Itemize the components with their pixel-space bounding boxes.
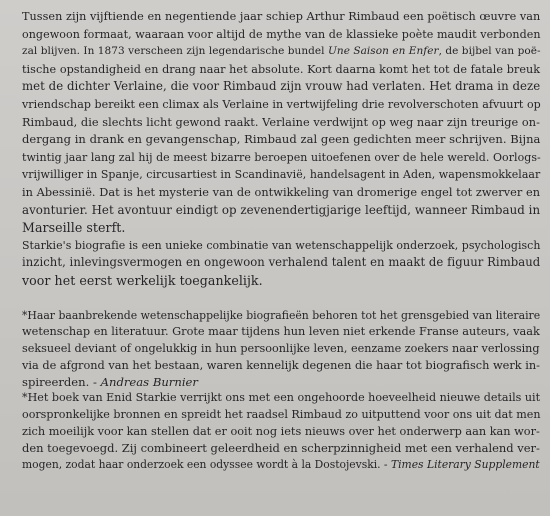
text-run: ongewoon formaat, waaraan voor altijd de mythe van de klassieke poète maudit verbonden (22, 27, 541, 41)
italic-title: Andreas Burnier (100, 374, 198, 389)
text-run: wetenschap en literatuur. Grote maar tijdens hun leven niet erkende Franse auteurs, vaak (22, 325, 540, 339)
text-run: , de bijbel van poë- (438, 45, 541, 58)
text-run: oorspronkelijke bronnen en spreidt het raadsel Rimbaud zo uitputtend voor ons uit dat men (22, 408, 541, 422)
text-run: mogen, zodat haar onderzoek een odyssee wordt à la Dostojevski. - (22, 457, 391, 471)
text-run: Rimbaud, die slechts licht gewond raakt. Verlaine verdwijnt op weg naar zijn treurige on- (22, 115, 540, 129)
text-run: spireerden. - (22, 374, 101, 389)
text-line (22, 131, 540, 149)
text-line (22, 424, 540, 441)
italic-title: Une Saison en Enfer (327, 45, 439, 58)
text-line (22, 272, 540, 290)
text-line (22, 407, 540, 424)
text-line (22, 219, 540, 237)
text-run: inzicht, inlevingsvermogen en ongewoon verhalend talent en maakt de figuur Rimbaud (22, 255, 541, 270)
text-run: tische opstandigheid en drang naar het absolute. Kort daarna komt het tot de fatale breuk (22, 62, 541, 76)
text-line (22, 184, 540, 202)
text-run: in Abessinië. Dat is het mysterie van de ontwikkeling van dromerige engel tot zwerver en (22, 185, 541, 199)
text-run: voor het eerst werkelijk toegankelijk. (22, 272, 263, 288)
text-run: avonturier. Het avontuur eindigt op zevenendertigjarige leeftijd, wanneer Rimbaud in (22, 202, 541, 217)
text-run: Tussen zijn vijftiende en negentiende jaar schiep Arthur Rimbaud een poëtisch œuvre van (22, 10, 541, 23)
section-spacer (22, 290, 540, 308)
text-run: vrijwilliger in Spanje, circusartiest in Scandinavië, handelsagent in Aden, wapensmokkelaar (22, 168, 541, 182)
text-line (22, 390, 540, 407)
text-line (22, 43, 540, 61)
text-line (22, 149, 540, 167)
text-line (22, 237, 540, 255)
text-line (22, 254, 540, 272)
review-quote (22, 308, 540, 391)
text-line (22, 202, 540, 220)
text-line (22, 166, 540, 184)
text-run: *Haar baanbrekende wetenschappelijke biografieën behoren tot het grensgebied van literaire (22, 308, 541, 322)
text-run: Marseille sterft. (22, 220, 126, 236)
review-quotes (22, 308, 540, 474)
text-run: Starkie's biografie is een unieke combinatie van wetenschappelijk onderzoek, psychologisch (22, 238, 541, 252)
text-line (22, 78, 540, 96)
text-line (22, 26, 540, 44)
text-run: *Het boek van Enid Starkie verrijkt ons met een ongehoorde hoeveelheid nieuwe details uit (22, 391, 541, 405)
text-run: twintig jaar lang zal hij de meest bizarre beroepen uitoefenen over de hele wereld. Oorlogs- (22, 150, 541, 164)
text-run: vriendschap bereikt een climax als Verlaine in vertwijfeling drie revolverschoten afvuurt op (22, 97, 541, 111)
text-run: met de dichter Verlaine, die voor Rimbaud zijn vrouw had verlaten. Het drama in deze (22, 79, 541, 94)
text-run: via de afgrond van het bestaan, waren kennelijk degenen die haar tot biografisch werk in- (22, 358, 540, 373)
blurb-paragraph (22, 237, 540, 290)
blurb-paragraph (22, 8, 540, 237)
text-run: den toegevoegd. Zij combineert geleerdheid en scherpzinnigheid met een verhalend ver- (22, 441, 540, 456)
blurb-text (22, 8, 540, 290)
text-run: zich moeilijk voor kan stellen dat er ooit nog iets nieuws over het onderwerp aan kan wor- (22, 424, 540, 438)
text-line (22, 457, 540, 474)
text-line (22, 324, 540, 341)
text-line (22, 308, 540, 325)
text-line (22, 440, 540, 457)
text-line (22, 8, 540, 26)
text-line (22, 61, 540, 79)
italic-title: Times Literary Supplement (390, 457, 540, 471)
text-line (22, 357, 540, 374)
text-line (22, 341, 540, 358)
text-run: zal blijven. In 1873 verscheen zijn legendarische bundel (22, 45, 328, 58)
text-line (22, 96, 540, 114)
text-line (22, 374, 540, 391)
text-run: dergang in drank en gevangenschap, Rimbaud zal geen gedichten meer schrijven. Bijna (22, 132, 541, 147)
review-quote (22, 390, 540, 473)
text-line (22, 114, 540, 132)
text-run: seksueel deviant of ongelukkig in hun persoonlijke leven, eenzame zoekers naar verlossing (22, 341, 540, 355)
